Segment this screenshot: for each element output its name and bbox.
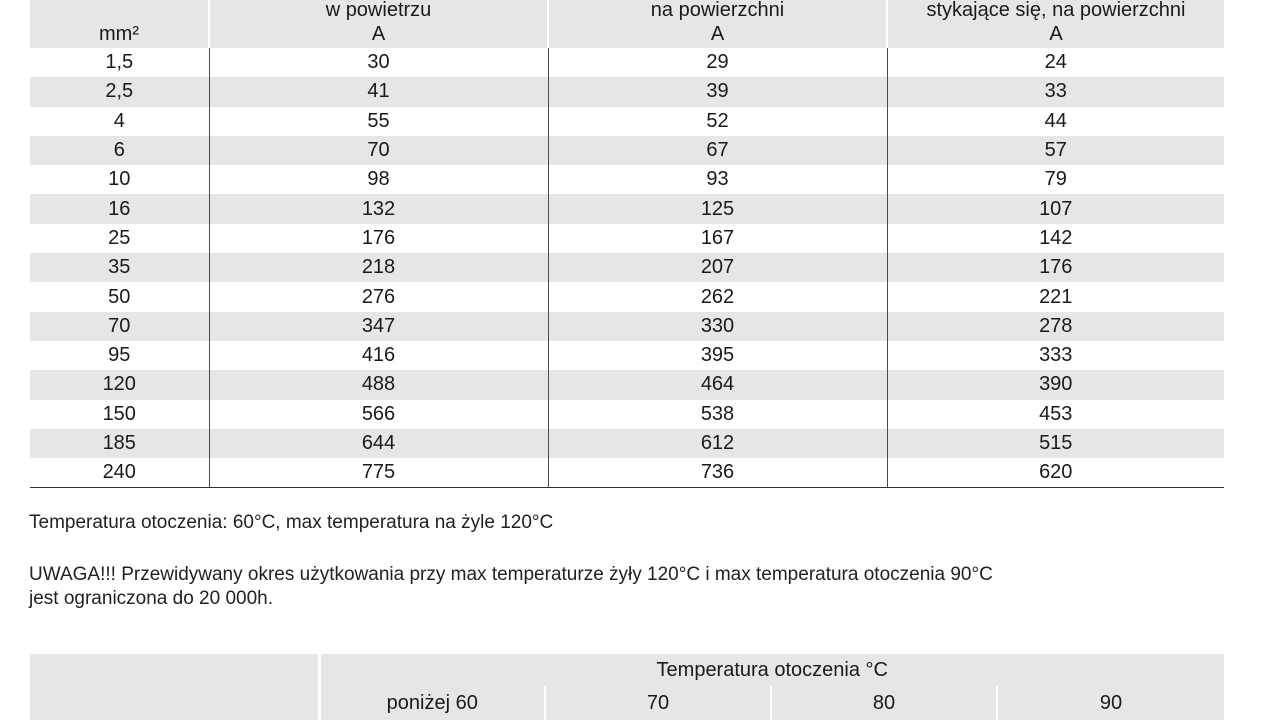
table-cell: 41 <box>209 77 548 106</box>
table-row <box>30 224 1224 253</box>
table-cell: 736 <box>548 458 887 488</box>
temp-column-80: 80 <box>771 686 997 720</box>
table-row <box>30 77 1224 106</box>
table-cell: 515 <box>887 429 1224 458</box>
table-cell: 538 <box>548 400 887 429</box>
table-cell: 39 <box>548 77 887 106</box>
table-cell: 24 <box>887 48 1224 77</box>
table-cell: 98 <box>209 165 548 194</box>
table-row <box>30 194 1224 223</box>
header-line1: w powietrzu <box>325 0 432 21</box>
table-cell: 262 <box>548 282 887 311</box>
table-cell: 207 <box>548 253 887 282</box>
table-cell: 107 <box>887 194 1224 223</box>
header-line1: mm² <box>99 23 139 45</box>
table-cell: 566 <box>209 400 548 429</box>
table-cell: 1,5 <box>105 51 134 74</box>
table-cell: 16 <box>30 194 209 223</box>
header-cross-section <box>30 0 209 48</box>
temp-column-90: 90 <box>997 686 1224 720</box>
table-row <box>30 107 1224 136</box>
table-cell: 644 <box>209 429 548 458</box>
table-cell: 330 <box>548 312 887 341</box>
table-cell: 612 <box>548 429 887 458</box>
temp-column-below-60: poniżej 60 <box>319 686 545 720</box>
table-cell: 218 <box>209 253 548 282</box>
table-row <box>30 136 1224 165</box>
ambient-temperature-header: Temperatura otoczenia °C <box>319 654 1224 686</box>
table-cell: 52 <box>548 107 887 136</box>
header-line1: stykające się, na powierzchni <box>926 0 1186 21</box>
empty-corner-cell <box>30 654 319 720</box>
table-cell: 6 <box>30 136 209 165</box>
table-cell: 488 <box>209 370 548 399</box>
table-row <box>30 400 1224 429</box>
table-body <box>30 48 1224 488</box>
table-cell: 416 <box>209 341 548 370</box>
table-row <box>30 458 1224 488</box>
table-cell: 240 <box>30 458 209 488</box>
table-cell: 132 <box>209 194 548 223</box>
table-cell: 176 <box>887 253 1224 282</box>
table-row <box>30 341 1224 370</box>
warning-line-1: UWAGA!!! Przewidywany okres użytkowania przy max temperaturze żyły 120°C i max temperatura otoczenia 90°C <box>29 564 993 585</box>
table-cell: 30 <box>209 48 548 77</box>
temp-group-row <box>30 654 1224 686</box>
ambient-temperature-note: Temperatura otoczenia: 60°C, max temperatura na żyle 120°C <box>29 512 554 533</box>
table-cell: 29 <box>548 48 887 77</box>
table-row <box>30 48 1224 77</box>
table-row <box>30 253 1224 282</box>
table-cell: 333 <box>887 341 1224 370</box>
table-cell: 4 <box>113 109 125 132</box>
header-unit: A <box>371 23 386 45</box>
table-cell: 120 <box>30 370 209 399</box>
table-cell: 55 <box>209 107 548 136</box>
table-cell: 453 <box>887 400 1224 429</box>
table-cell: 142 <box>887 224 1224 253</box>
table-cell: 33 <box>887 77 1224 106</box>
table-cell: 167 <box>548 224 887 253</box>
table-cell: 79 <box>887 165 1224 194</box>
header-on-surface <box>548 0 887 48</box>
table-cell: 25 <box>108 226 131 249</box>
table-row <box>30 370 1224 399</box>
table-cell: 464 <box>548 370 887 399</box>
table-cell: 620 <box>887 458 1224 488</box>
ambient-temperature-table <box>30 654 1224 720</box>
warning-line-2: jest ograniczona do 20 000h. <box>29 588 274 609</box>
table-header-row <box>30 0 1224 48</box>
header-unit: A <box>710 23 725 45</box>
table-cell: 176 <box>209 224 548 253</box>
table-cell: 70 <box>209 136 548 165</box>
table-cell: 775 <box>209 458 548 488</box>
table-row <box>30 282 1224 311</box>
table-cell: 70 <box>30 312 209 341</box>
table-cell: 395 <box>548 341 887 370</box>
table-row <box>30 429 1224 458</box>
table-cell: 390 <box>887 370 1224 399</box>
table-cell: 50 <box>108 285 131 308</box>
table-cell: 93 <box>548 165 887 194</box>
header-touching-on-surface <box>887 0 1224 48</box>
table-cell: 185 <box>30 429 209 458</box>
header-unit: A <box>1049 23 1063 45</box>
table-cell: 2,5 <box>30 77 209 106</box>
header-line1: na powierzchni <box>650 0 785 21</box>
table-cell: 221 <box>887 282 1224 311</box>
table-row <box>30 165 1224 194</box>
table-cell: 44 <box>887 107 1224 136</box>
table-cell: 150 <box>102 402 136 425</box>
table-cell: 278 <box>887 312 1224 341</box>
table-cell: 67 <box>548 136 887 165</box>
temp-column-70: 70 <box>545 686 771 720</box>
table-cell: 35 <box>30 253 209 282</box>
table-cell: 10 <box>108 168 131 191</box>
current-capacity-table <box>30 0 1224 488</box>
table-cell: 347 <box>209 312 548 341</box>
table-cell: 95 <box>108 344 131 367</box>
table-cell: 125 <box>548 194 887 223</box>
table-row <box>30 312 1224 341</box>
header-in-air <box>209 0 548 48</box>
table-cell: 276 <box>209 282 548 311</box>
warning-note <box>29 563 1149 611</box>
table-cell: 57 <box>887 136 1224 165</box>
